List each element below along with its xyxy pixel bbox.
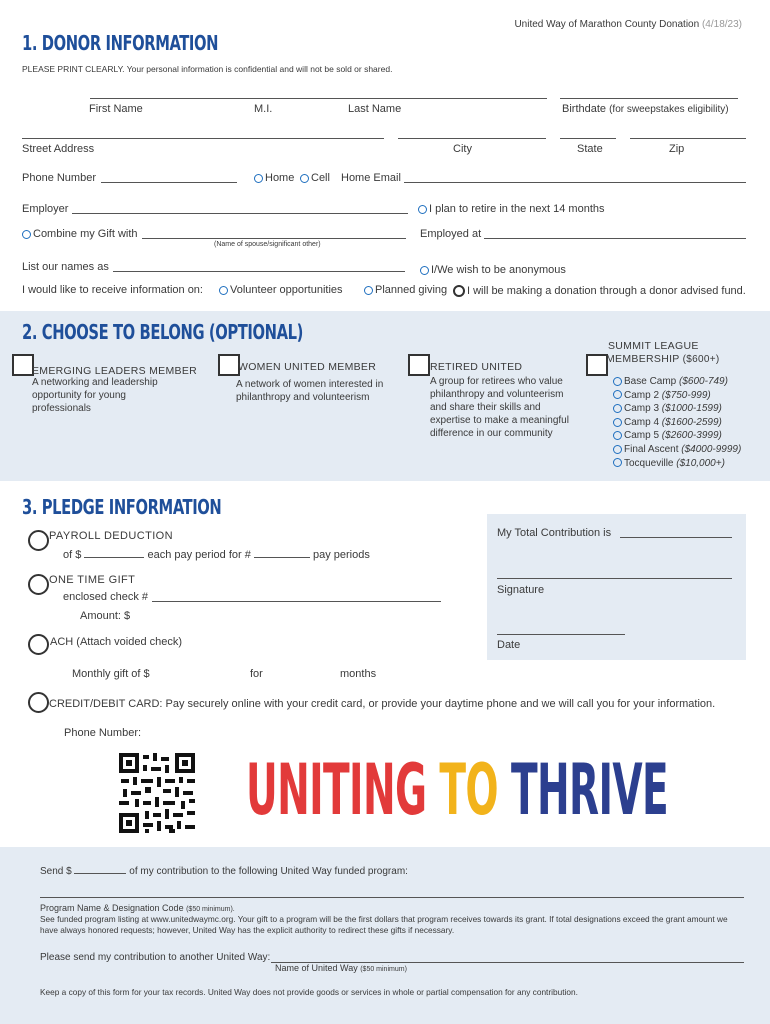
- cell-radio[interactable]: Cell: [300, 172, 330, 184]
- list-names-label: List our names as: [22, 261, 109, 273]
- form-header: [514, 19, 742, 30]
- slogan-to: TO: [439, 749, 498, 831]
- last-name-label: Last Name: [348, 103, 402, 115]
- employed-at-label: Employed at: [420, 228, 482, 240]
- state-line[interactable]: [560, 138, 616, 139]
- donor-advised-radio[interactable]: I will be making a donation through a donor advised fund.: [453, 285, 746, 297]
- radio-icon: [453, 285, 465, 297]
- birthdate-line[interactable]: [560, 98, 738, 99]
- one-time-radio[interactable]: [28, 574, 49, 595]
- retire-radio[interactable]: I plan to retire in the next 14 months: [418, 203, 605, 215]
- ach-label: ACH (Attach voided check): [50, 636, 183, 648]
- send-line: Send $ of my contribution to the following United Way funded program:: [40, 866, 408, 877]
- payroll-label: PAYROLL DEDUCTION: [49, 530, 173, 542]
- for-label: for: [250, 668, 263, 680]
- enclosed-label: enclosed check #: [63, 591, 148, 603]
- total-line[interactable]: [620, 537, 732, 538]
- program-line[interactable]: [40, 897, 744, 898]
- keep-copy-note: Keep a copy of this form for your tax records. United Way does not provide goods or services in whole or partial compensation for any contribution.: [40, 987, 578, 997]
- city-label: City: [453, 143, 472, 155]
- birthdate-label: Birthdate (for sweepstakes eligibility): [562, 103, 729, 115]
- radio-icon: [22, 230, 31, 239]
- volunteer-radio[interactable]: Volunteer opportunities: [219, 284, 343, 296]
- employer-line[interactable]: [72, 213, 408, 214]
- pledge-heading: 3. PLEDGE INFORMATION: [22, 495, 222, 519]
- summit-level-range: ($1600-2599): [661, 416, 722, 428]
- credit-radio[interactable]: [28, 692, 49, 713]
- retired-desc: A group for retirees who value philanthropy and volunteerism and share their skills and expertise to make a meaningful difference in our community: [430, 376, 569, 439]
- retired-checkbox[interactable]: [408, 354, 430, 376]
- summit-level-name: Camp 4: [624, 416, 660, 428]
- summit-level-range: ($600-749): [679, 376, 728, 387]
- summit-level-option[interactable]: [613, 429, 741, 443]
- one-time-label: ONE TIME GIFT: [49, 574, 136, 586]
- city-line[interactable]: [398, 138, 546, 139]
- radio-icon: [418, 205, 427, 214]
- zip-label: Zip: [669, 143, 685, 155]
- radio-icon: [613, 390, 622, 399]
- radio-icon: [613, 377, 622, 386]
- spouse-note: (Name of spouse/significant other): [214, 241, 321, 248]
- slogan-uniting: UNITING: [246, 749, 427, 831]
- summit-level-name: Tocqueville: [624, 457, 674, 469]
- radio-icon: [300, 174, 309, 183]
- radio-icon: [613, 458, 622, 467]
- radio-icon: [254, 174, 263, 183]
- emerging-desc: A networking and leadership opportunity for young professionals: [32, 377, 158, 414]
- radio-icon: [364, 286, 373, 295]
- date-line[interactable]: [497, 634, 625, 635]
- emerging-checkbox[interactable]: [12, 354, 34, 376]
- summit-level-name: Base Camp: [624, 376, 677, 387]
- summit-level-option[interactable]: [613, 402, 741, 416]
- payroll-radio[interactable]: [28, 530, 49, 551]
- name-uw-label: Name of United Way ($50 minimum): [275, 963, 407, 973]
- summit-level-range: ($10,000+): [676, 457, 725, 469]
- radio-icon: [613, 418, 622, 427]
- header-title: United Way of Marathon County Donation: [514, 19, 700, 30]
- funded-note: See funded program listing at www.unitedwaymc.org. Your gift to a program will be the first dollars that program receives towards its grant. If total designations exceed the grant amount we have always honored requests; however, United Way has the explicit authority to redirect these gifts if necessary.: [40, 914, 728, 935]
- summit-level-name: Camp 5: [624, 430, 660, 442]
- list-names-line[interactable]: [113, 271, 405, 272]
- radio-icon: [219, 286, 228, 295]
- date-label: Date: [497, 639, 521, 651]
- mi-label: M.I.: [254, 103, 273, 115]
- qr-code[interactable]: [119, 753, 195, 833]
- summit-title-2: MEMBERSHIP ($600+): [606, 353, 720, 365]
- credit-phone-label: Phone Number:: [64, 727, 142, 739]
- home-email-label: Home Email: [341, 172, 401, 184]
- summit-level-option[interactable]: [613, 375, 741, 389]
- first-name-label: First Name: [89, 103, 143, 115]
- periods-line[interactable]: [254, 557, 310, 558]
- planned-radio[interactable]: Planned giving: [364, 284, 447, 296]
- email-line[interactable]: [404, 182, 746, 183]
- women-checkbox[interactable]: [218, 354, 240, 376]
- receive-info-label: I would like to receive information on:: [22, 284, 203, 296]
- radio-icon: [613, 404, 622, 413]
- zip-line[interactable]: [630, 138, 746, 139]
- monthly-label: Monthly gift of $: [72, 668, 150, 680]
- phone-line[interactable]: [101, 182, 237, 183]
- check-number-line[interactable]: [152, 601, 441, 602]
- street-label: Street Address: [22, 143, 95, 155]
- slogan-thrive: THRIVE: [510, 749, 669, 831]
- donor-heading: 1. DONOR INFORMATION: [22, 31, 219, 55]
- total-label: My Total Contribution is: [497, 527, 612, 539]
- radio-icon: [420, 266, 429, 275]
- street-line[interactable]: [22, 138, 384, 139]
- amount-label: Amount: $: [80, 610, 131, 622]
- radio-icon: [613, 431, 622, 440]
- summit-checkbox[interactable]: [586, 354, 608, 376]
- home-radio[interactable]: Home: [254, 172, 294, 184]
- send-amount-line[interactable]: [74, 873, 126, 874]
- anonymous-radio[interactable]: I/We wish to be anonymous: [420, 264, 566, 276]
- summit-level-range: ($1000-1599): [661, 403, 722, 415]
- summit-level-range: ($2600-3999): [661, 430, 722, 442]
- combine-radio[interactable]: Combine my Gift with: [22, 228, 138, 240]
- another-uw-label: Please send my contribution to another United Way:: [40, 952, 271, 963]
- ach-radio[interactable]: [28, 634, 49, 655]
- summit-level-option[interactable]: [613, 457, 741, 471]
- employer-label: Employer: [22, 203, 69, 215]
- combine-line[interactable]: [142, 238, 406, 239]
- signature-line[interactable]: [497, 578, 732, 579]
- name-line[interactable]: [90, 98, 547, 99]
- belong-heading: 2. CHOOSE TO BELONG (OPTIONAL): [22, 320, 303, 344]
- print-note: PLEASE PRINT CLEARLY. Your personal information is confidential and will not be sold or shared.: [22, 64, 393, 74]
- summit-level-option[interactable]: [613, 389, 741, 403]
- women-desc: A network of women interested in philanthropy and volunteerism: [236, 379, 384, 403]
- radio-icon: [613, 445, 622, 454]
- signature-label: Signature: [497, 584, 545, 596]
- credit-label: CREDIT/DEBIT CARD: Pay securely online with your credit card, or provide your daytime phone and we will call you for your information.: [49, 698, 716, 710]
- summit-levels: [613, 375, 741, 470]
- emerging-title: EMERGING LEADERS MEMBER: [32, 365, 198, 377]
- header-date: (4/18/23): [701, 19, 742, 30]
- summit-level-name: Camp 3: [624, 403, 660, 415]
- summit-level-option[interactable]: [613, 443, 741, 457]
- summit-level-name: Final Ascent: [624, 443, 679, 455]
- retired-title: RETIRED UNITED: [430, 361, 523, 373]
- women-title: WOMEN UNITED MEMBER: [238, 361, 377, 373]
- phone-label: Phone Number: [22, 172, 96, 184]
- slogan: [246, 749, 668, 831]
- payroll-line: of $ each pay period for # pay periods: [63, 549, 370, 561]
- state-label: State: [577, 143, 603, 155]
- employed-at-line[interactable]: [484, 238, 746, 239]
- summit-level-range: ($4000-9999): [681, 443, 742, 455]
- payroll-amount-line[interactable]: [84, 557, 144, 558]
- summit-level-option[interactable]: [613, 416, 741, 430]
- summit-title-1: SUMMIT LEAGUE: [608, 340, 699, 352]
- summit-level-range: ($750-999): [661, 389, 711, 401]
- program-label: Program Name & Designation Code ($50 minimum).: [40, 903, 235, 913]
- months-label: months: [340, 668, 377, 680]
- summit-level-name: Camp 2: [624, 389, 660, 401]
